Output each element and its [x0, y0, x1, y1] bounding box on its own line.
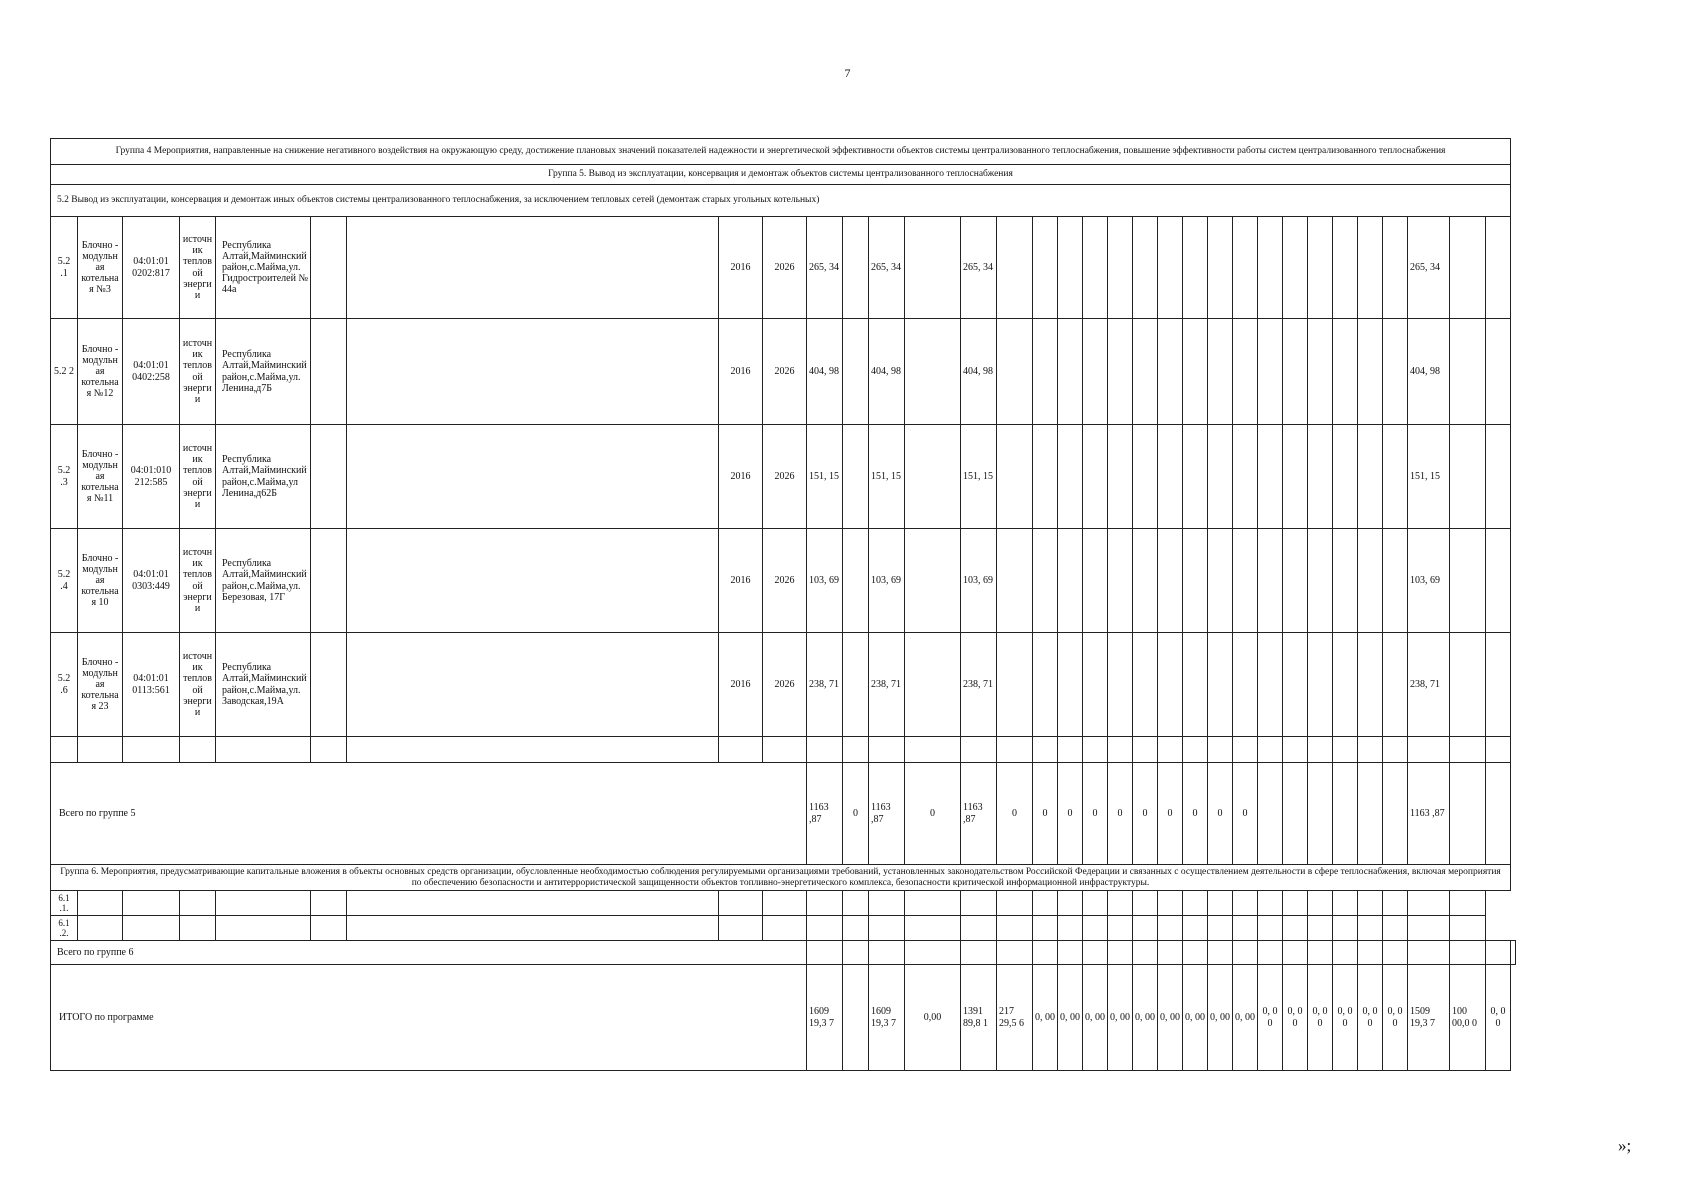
total-value: 0	[905, 763, 961, 865]
grand-total-value: 1609 19,3 7	[807, 965, 843, 1071]
object-name: Блочно - модульная котельная №3	[78, 217, 123, 319]
row-number: 5.2 .4	[51, 529, 78, 633]
total-zero: 0	[997, 763, 1033, 865]
cost-value: 265, 34	[869, 217, 905, 319]
cost-value: 404, 98	[807, 319, 843, 425]
object-type: источник тепловой энергии	[180, 319, 216, 425]
total-zero: 0	[1133, 763, 1158, 865]
cadastral-number: 04:01:01 0303:449	[123, 529, 180, 633]
subgroup-5-2-header: 5.2 Вывод из эксплуатации, консервация и демонтаж иных объектов системы централизованного теплоснабжения, за исключением тепловых сетей (демонтаж старых угольных котельных)	[51, 185, 1511, 217]
end-year: 2026	[763, 425, 807, 529]
cost-value: 103, 69	[961, 529, 997, 633]
row-number: 5.2 .6	[51, 633, 78, 737]
grand-total-cell: 0, 0 0	[1486, 965, 1511, 1071]
grand-total-cell: 0, 0 0	[1358, 965, 1383, 1071]
end-year: 2026	[763, 319, 807, 425]
grand-total-cell: 0, 0 0	[1383, 965, 1408, 1071]
total-value: 1163 ,87	[807, 763, 843, 865]
cost-value: 103, 69	[807, 529, 843, 633]
row-number: 5.2 .3	[51, 425, 78, 529]
grand-total-value: 1609 19,3 7	[869, 965, 905, 1071]
total-zero: 0	[1183, 763, 1208, 865]
table-row	[51, 529, 1516, 633]
closing-quote-mark: »;	[1618, 1136, 1632, 1155]
object-type: источник тепловой энергии	[180, 217, 216, 319]
object-name: Блочно - модульная котельная 10	[78, 529, 123, 633]
cost-value: 265, 34	[1408, 217, 1450, 319]
grand-total-cell: 0, 00	[1133, 965, 1158, 1071]
total-value: 1163 ,87	[961, 763, 997, 865]
grand-total-cell: 0, 0 0	[1258, 965, 1283, 1071]
grand-total-label: ИТОГО по программе	[51, 965, 807, 1071]
total-zero: 0	[1233, 763, 1258, 865]
cost-value: 151, 15	[807, 425, 843, 529]
object-address: Республика Алтай,Майминский район,с.Майма,ул. Березовая, 17Г	[216, 529, 311, 633]
program-table	[50, 138, 1516, 1071]
object-address: Республика Алтай,Майминский район,с.Майма,ул. Заводская,19А	[216, 633, 311, 737]
total-value: 1163 ,87	[869, 763, 905, 865]
object-type: источник тепловой энергии	[180, 633, 216, 737]
start-year: 2016	[719, 633, 763, 737]
grand-total-value: 100 00,0 0	[1450, 965, 1486, 1071]
grand-total-row	[51, 965, 1516, 1071]
start-year: 2016	[719, 425, 763, 529]
grand-total-cell: 0, 00	[1083, 965, 1108, 1071]
cost-value: 238, 71	[961, 633, 997, 737]
row-number: 5.2 .1	[51, 217, 78, 319]
object-address: Республика Алтай,Майминский район,с.Майма,ул. Гидростроителей № 44а	[216, 217, 311, 319]
total-group5-label: Всего по группе 5	[51, 763, 807, 865]
start-year: 2016	[719, 529, 763, 633]
cadastral-number: 04:01:01 0113:561	[123, 633, 180, 737]
total-value: 1163 ,87	[1408, 763, 1450, 865]
cost-value: 238, 71	[1408, 633, 1450, 737]
cadastral-number: 04:01:01 0402:258	[123, 319, 180, 425]
grand-total-cell: 0, 0 0	[1308, 965, 1333, 1071]
total-zero: 0	[1083, 763, 1108, 865]
cost-value: 404, 98	[961, 319, 997, 425]
grand-total-cell: 0, 00	[1208, 965, 1233, 1071]
table-row	[51, 217, 1516, 319]
total-zero: 0	[1158, 763, 1183, 865]
cost-value: 265, 34	[807, 217, 843, 319]
grand-total-cell: 0, 00	[1158, 965, 1183, 1071]
table-row	[51, 319, 1516, 425]
cost-value: 103, 69	[869, 529, 905, 633]
grand-total-cell: 0, 0 0	[1283, 965, 1308, 1071]
cost-value: 103, 69	[1408, 529, 1450, 633]
page-number: 7	[844, 66, 851, 80]
table-row	[51, 633, 1516, 737]
end-year: 2026	[763, 633, 807, 737]
group5-header: Группа 5. Вывод из эксплуатации, консервация и демонтаж объектов системы централизованного теплоснабжения	[51, 165, 1511, 185]
cost-value: 151, 15	[1408, 425, 1450, 529]
object-name: Блочно - модульная котельная 23	[78, 633, 123, 737]
table-row	[51, 916, 1516, 941]
cost-value: 238, 71	[869, 633, 905, 737]
start-year: 2016	[719, 319, 763, 425]
total-group5-row	[51, 763, 1516, 865]
cost-value: 404, 98	[1408, 319, 1450, 425]
group6-header: Группа 6. Мероприятия, предусматривающие капитальные вложения в объекты основных средств организации, обусловленные необходимостью соблюдения регулируемыми организациями требований, установленных законодательством Российской Федерации и связанных с осуществлением деятельности в сфере теплоснабжения, включая мероприятия по обеспечению безопасности и антитеррористической защищенности объектов топливно-энергетического комплекса, безопасности критической информационной инфраструктуры.	[51, 865, 1511, 891]
object-address: Республика Алтай,Майминский район,с.Майма,ул. Ленина,д7Б	[216, 319, 311, 425]
object-name: Блочно - модульная котельная №11	[78, 425, 123, 529]
total-zero: 0	[1108, 763, 1133, 865]
table-row	[51, 425, 1516, 529]
grand-total-cell: 0, 00	[1058, 965, 1083, 1071]
end-year: 2026	[763, 529, 807, 633]
cost-value: 151, 15	[869, 425, 905, 529]
grand-total-cell: 0, 0 0	[1333, 965, 1358, 1071]
grand-total-value: 0,00	[905, 965, 961, 1071]
row-number: 6.1 .2.	[51, 916, 78, 941]
cost-value: 151, 15	[961, 425, 997, 529]
start-year: 2016	[719, 217, 763, 319]
grand-total-cell: 0, 00	[1108, 965, 1133, 1071]
cadastral-number: 04:01:01 0202:817	[123, 217, 180, 319]
row-number: 6.1 .1.	[51, 891, 78, 916]
table-row	[51, 891, 1516, 916]
total-zero: 0	[1208, 763, 1233, 865]
cost-value: 404, 98	[869, 319, 905, 425]
total-value: 0	[843, 763, 869, 865]
cost-value: 265, 34	[961, 217, 997, 319]
grand-total-value: 1509 19,3 7	[1408, 965, 1450, 1071]
grand-total-cell: 0, 00	[1033, 965, 1058, 1071]
object-address: Республика Алтай,Майминский район,с.Майма,ул Ленина,д62Б	[216, 425, 311, 529]
object-name: Блочно - модульная котельная №12	[78, 319, 123, 425]
grand-total-cell: 0, 00	[1183, 965, 1208, 1071]
total-zero: 0	[1033, 763, 1058, 865]
row-number: 5.2 2	[51, 319, 78, 425]
group4-header: Группа 4 Мероприятия, направленные на снижение негативного воздействия на окружающую среду, достижение плановых значений показателей надежности и энергетической эффективности объектов системы централизованного теплоснабжения, повышение эффективности работы систем централизованного теплоснабжения	[51, 139, 1511, 165]
end-year: 2026	[763, 217, 807, 319]
cadastral-number: 04:01:010 212:585	[123, 425, 180, 529]
total-zero: 0	[1058, 763, 1083, 865]
grand-total-cell: 0, 00	[1233, 965, 1258, 1071]
empty-row	[51, 737, 1516, 763]
grand-total-value: 217 29,5 6	[997, 965, 1033, 1071]
cost-value: 238, 71	[807, 633, 843, 737]
grand-total-value: 1391 89,8 1	[961, 965, 997, 1071]
object-type: источник тепловой энергии	[180, 529, 216, 633]
total-group6-label: Всего по группе 6	[51, 941, 807, 965]
total-group6-row	[51, 941, 1516, 965]
object-type: источник тепловой энергии	[180, 425, 216, 529]
